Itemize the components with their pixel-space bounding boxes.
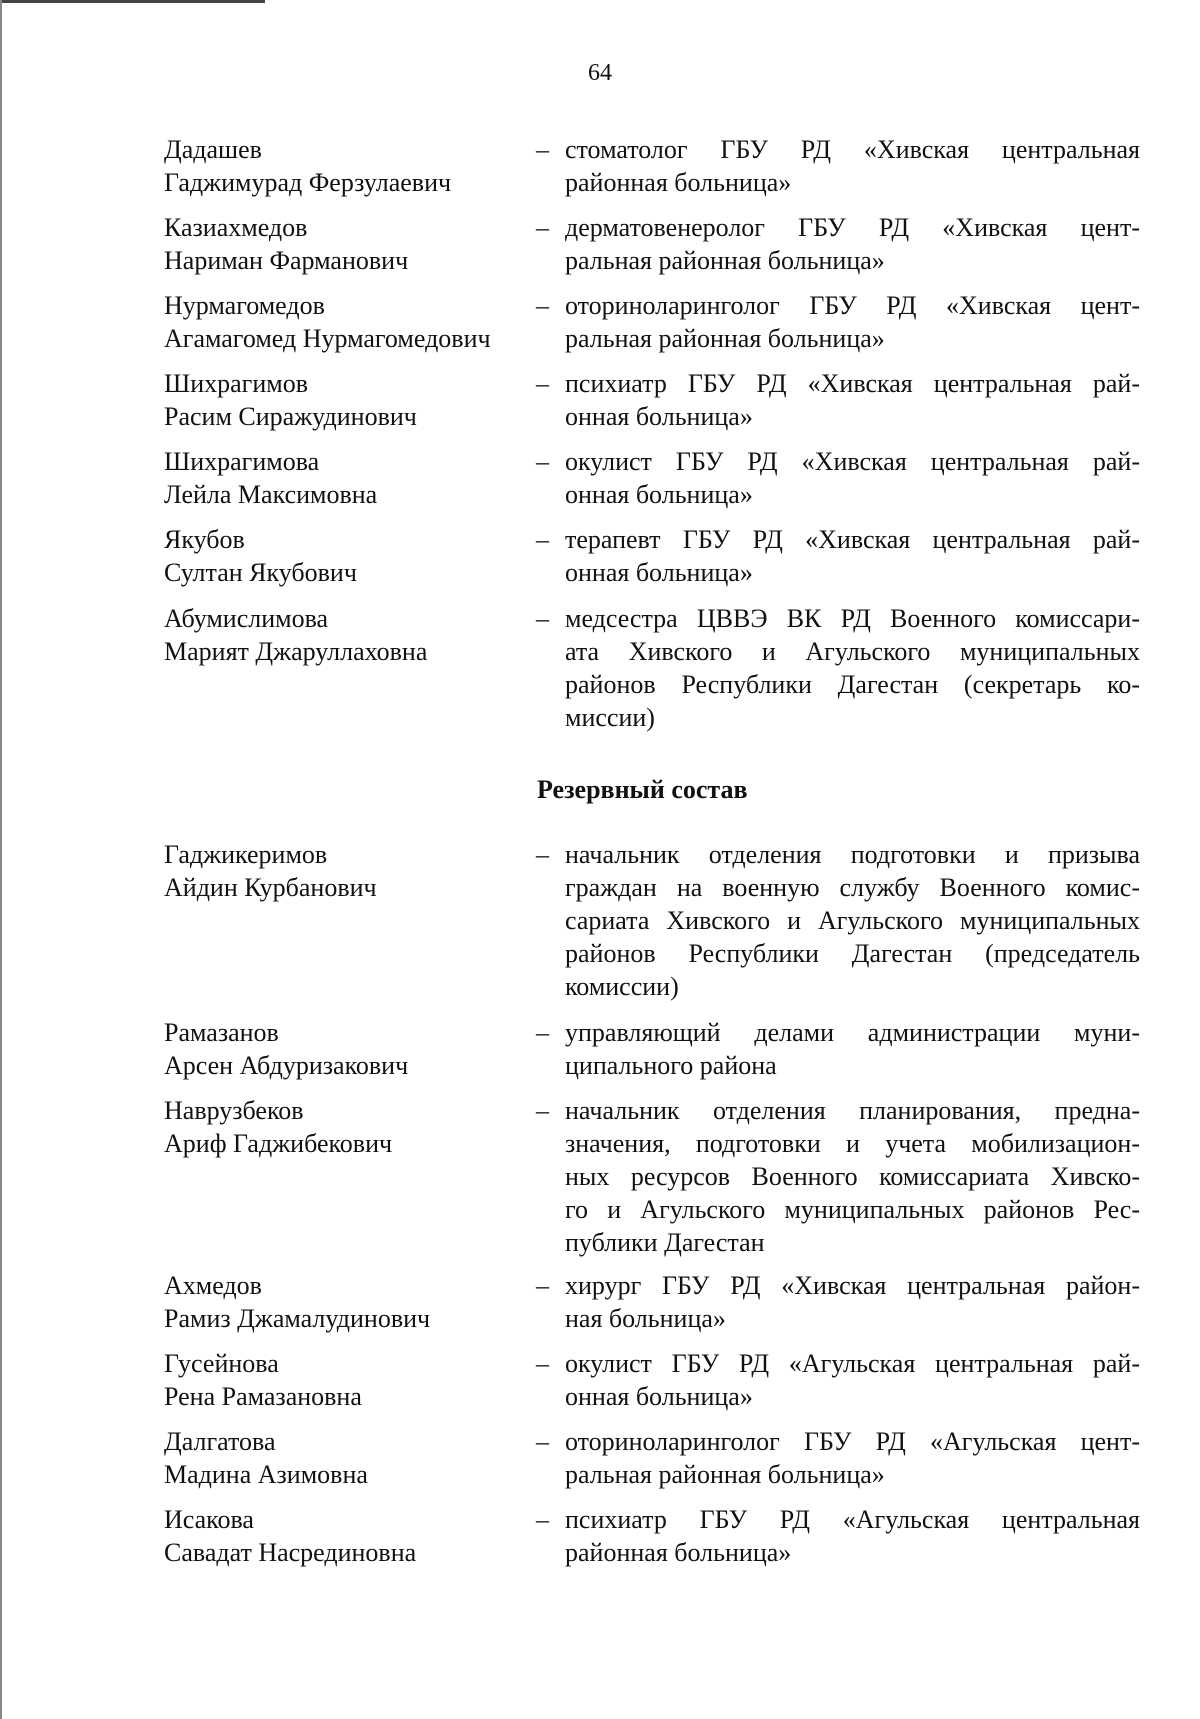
position-line: районов Республики Дагестан (секретарь ко- [565, 670, 1140, 699]
member-position [565, 133, 1140, 199]
member-surname: Абумислимова [164, 604, 329, 633]
member-given-names: Рена Рамазановна [164, 1382, 362, 1411]
member-position [565, 289, 1140, 355]
member-name [164, 211, 534, 277]
member-position [565, 445, 1140, 511]
member-given-names: Лейла Максимовна [164, 480, 378, 509]
member-position [565, 1425, 1140, 1491]
entry-dash: – [536, 1018, 549, 1047]
position-line: публики Дагестан [565, 1228, 765, 1257]
member-name [164, 523, 534, 589]
member-name [164, 1094, 534, 1160]
scan-edge-left [0, 0, 2, 1719]
member-surname: Гаджикеримов [164, 840, 328, 869]
entry-dash: – [536, 213, 549, 242]
position-line: онная больница» [565, 1382, 753, 1411]
position-line: районная больница» [565, 1538, 792, 1567]
member-name [164, 1425, 534, 1491]
member-given-names: Савадат Насрединовна [164, 1538, 417, 1567]
position-line: ных ресурсов Военного комиссариата Хивско- [565, 1162, 1140, 1191]
position-line: ральная районная больница» [565, 1460, 885, 1489]
member-position [565, 1347, 1140, 1413]
entry-dash: – [536, 1349, 549, 1378]
position-line: оториноларинголог ГБУ РД «Хивская цент- [565, 291, 1140, 320]
member-given-names: Арсен Абдуризакович [164, 1051, 409, 1080]
entry-dash: – [536, 525, 549, 554]
position-line: хирург ГБУ РД «Хивская центральная район- [565, 1271, 1140, 1300]
position-line: комиссии) [565, 972, 679, 1001]
position-line: окулист ГБУ РД «Хивская центральная рай- [565, 447, 1140, 476]
position-line: психиатр ГБУ РД «Хивская центральная рай- [565, 369, 1140, 398]
position-line: управляющий делами администрации муни- [565, 1018, 1140, 1047]
member-position [565, 1503, 1140, 1569]
member-given-names: Марият Джаруллаховна [164, 637, 428, 666]
entry-dash: – [536, 604, 549, 633]
position-line: терапевт ГБУ РД «Хивская центральная рай- [565, 525, 1140, 554]
member-name [164, 367, 534, 433]
member-position [565, 1016, 1140, 1082]
position-line: сариата Хивского и Агульского муниципальных [565, 906, 1140, 935]
position-line: оториноларинголог ГБУ РД «Агульская цент- [565, 1427, 1140, 1456]
position-line: стоматолог ГБУ РД «Хивская центральная [565, 135, 1140, 164]
member-given-names: Нариман Фарманович [164, 246, 409, 275]
member-surname: Гусейнова [164, 1349, 279, 1378]
entry-dash: – [536, 447, 549, 476]
member-surname: Дадашев [164, 135, 262, 164]
member-given-names: Айдин Курбанович [164, 873, 377, 902]
member-given-names: Гаджимурад Ферзулаевич [164, 168, 452, 197]
member-surname: Наврузбеков [164, 1096, 304, 1125]
position-line: дерматовенеролог ГБУ РД «Хивская цент- [565, 213, 1140, 242]
member-name [164, 289, 534, 355]
member-surname: Рамазанов [164, 1018, 279, 1047]
position-line: психиатр ГБУ РД «Агульская центральная [565, 1505, 1140, 1534]
member-position [565, 1269, 1140, 1335]
position-line: медсестра ЦВВЭ ВК РД Военного комиссари- [565, 604, 1140, 633]
entry-dash: – [536, 369, 549, 398]
member-name [164, 602, 534, 668]
position-line: окулист ГБУ РД «Агульская центральная рай- [565, 1349, 1140, 1378]
entry-dash: – [536, 1505, 549, 1534]
entry-dash: – [536, 291, 549, 320]
member-name [164, 1503, 534, 1569]
member-given-names: Расим Сиражудинович [164, 402, 417, 431]
position-line: ральная районная больница» [565, 246, 885, 275]
member-name [164, 838, 534, 904]
position-line: значения, подготовки и учета мобилизацион- [565, 1129, 1140, 1158]
position-line: районов Республики Дагестан (председатель [565, 939, 1140, 968]
member-name [164, 1016, 534, 1082]
position-line: ная больница» [565, 1304, 726, 1333]
member-surname: Якубов [164, 525, 245, 554]
position-line: граждан на военную службу Военного комис- [565, 873, 1140, 902]
member-position [565, 602, 1140, 734]
member-surname: Нурмагомедов [164, 291, 325, 320]
position-line: ата Хивского и Агульского муниципальных [565, 637, 1140, 666]
position-line: миссии) [565, 703, 655, 732]
entry-dash: – [536, 840, 549, 869]
position-line: онная больница» [565, 558, 753, 587]
member-position [565, 1094, 1140, 1259]
member-position [565, 367, 1140, 433]
position-line: районная больница» [565, 168, 792, 197]
member-surname: Шихрагимов [164, 369, 308, 398]
page-number: 64 [588, 60, 612, 86]
member-given-names: Ариф Гаджибекович [164, 1129, 393, 1158]
member-position [565, 523, 1140, 589]
position-line: начальник отделения планирования, предна- [565, 1096, 1140, 1125]
member-surname: Исакова [164, 1505, 254, 1534]
member-name [164, 133, 534, 199]
member-given-names: Агамагомед Нурмагомедович [164, 324, 491, 353]
member-name [164, 445, 534, 511]
member-name [164, 1347, 534, 1413]
member-surname: Далгатова [164, 1427, 276, 1456]
entry-dash: – [536, 1427, 549, 1456]
position-line: онная больница» [565, 402, 753, 431]
position-line: ципального района [565, 1051, 777, 1080]
position-line: го и Агульского муниципальных районов Рес- [565, 1195, 1140, 1224]
position-line: начальник отделения подготовки и призыва [565, 840, 1140, 869]
member-surname: Ахмедов [164, 1271, 262, 1300]
scan-edge-top [0, 0, 265, 3]
entry-dash: – [536, 135, 549, 164]
member-surname: Шихрагимова [164, 447, 320, 476]
member-position [565, 211, 1140, 277]
entry-dash: – [536, 1271, 549, 1300]
member-given-names: Мадина Азимовна [164, 1460, 368, 1489]
member-name [164, 1269, 534, 1335]
member-given-names: Рамиз Джамалудинович [164, 1304, 431, 1333]
member-given-names: Султан Якубович [164, 558, 357, 587]
entry-dash: – [536, 1096, 549, 1125]
position-line: ральная районная больница» [565, 324, 885, 353]
member-position [565, 838, 1140, 1003]
reserve-heading: Резервный состав [537, 775, 748, 804]
position-line: онная больница» [565, 480, 753, 509]
member-surname: Казиахмедов [164, 213, 308, 242]
